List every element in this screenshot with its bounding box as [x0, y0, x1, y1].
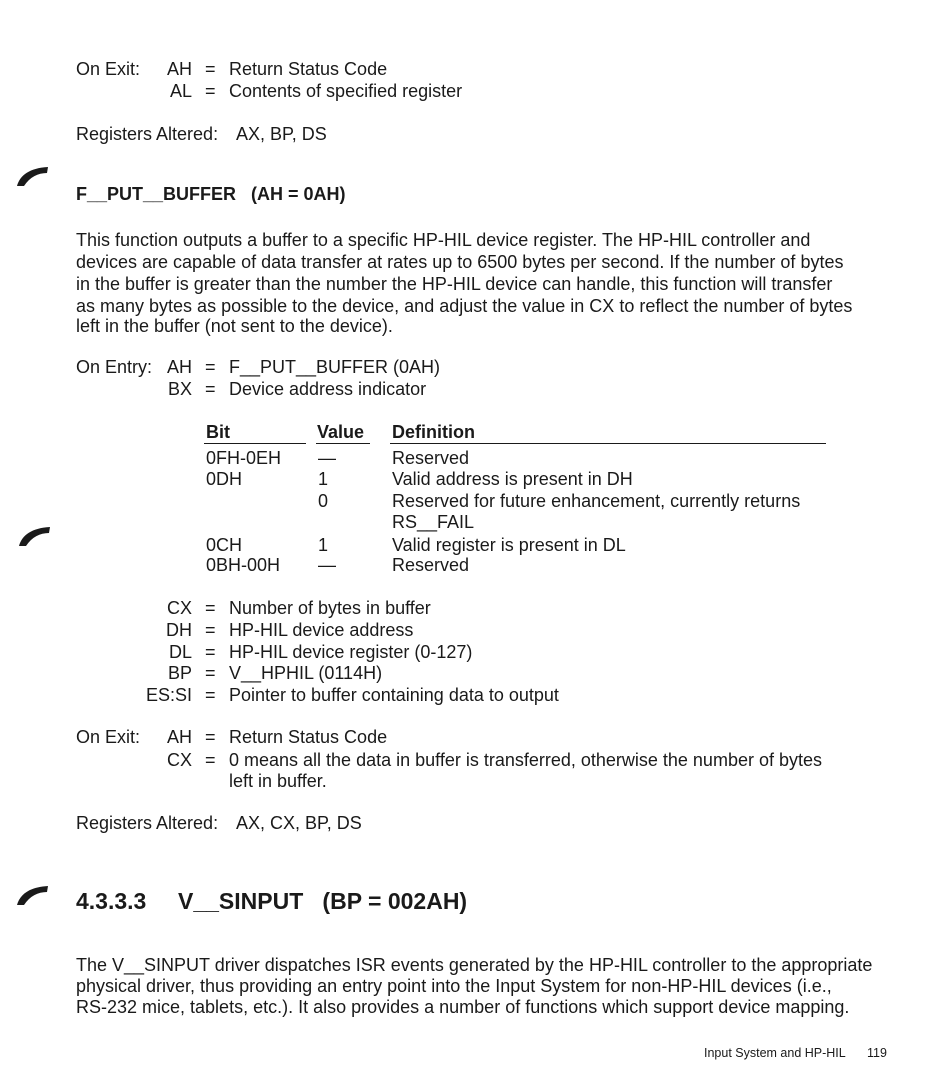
header-underline: [390, 443, 826, 444]
register-name: DL: [168, 642, 192, 662]
table-cell-definition: RS__FAIL: [392, 512, 475, 532]
table-cell-bit: 0FH-0EH: [206, 448, 282, 468]
paragraph-line: devices are capable of data transfer at rates up to 6500 bytes per second. If the number of bytes: [76, 252, 844, 272]
table-cell-definition: Valid register is present in DL: [392, 535, 626, 555]
register-name: AH: [166, 357, 192, 377]
table-cell-definition: Valid address is present in DH: [392, 469, 633, 489]
table-cell-bit: 0BH-00H: [206, 555, 281, 575]
table-cell-value: 1: [318, 469, 329, 489]
register-description: Pointer to buffer containing data to output: [229, 685, 559, 705]
header-underline: [204, 443, 306, 444]
registers-altered-label: Registers Altered:: [76, 813, 219, 833]
register-name: BP: [167, 663, 192, 683]
register-description: Device address indicator: [229, 379, 427, 399]
register-name: AL: [169, 81, 192, 101]
table-cell-definition: Reserved for future enhancement, currently returns: [392, 491, 801, 511]
register-name: ES:SI: [145, 685, 192, 705]
table-header-definition: Definition: [392, 422, 475, 442]
on-exit-label: On Exit:: [76, 727, 141, 747]
register-description: Contents of specified register: [229, 81, 463, 101]
registers-altered-label: Registers Altered:: [76, 124, 219, 144]
table-cell-value: —: [318, 448, 336, 468]
change-bar-mark-icon: [18, 525, 52, 547]
register-description-continued: left in buffer.: [229, 771, 327, 791]
change-bar-mark-icon: [16, 165, 50, 187]
equals-sign: =: [205, 620, 216, 640]
page-number: 119: [867, 1046, 887, 1060]
table-cell-value: 1: [318, 535, 329, 555]
equals-sign: =: [205, 727, 216, 747]
table-header-bit: Bit: [206, 422, 230, 442]
section-number: 4.3.3.3: [76, 888, 147, 914]
register-description: Return Status Code: [229, 727, 388, 747]
register-description: HP-HIL device address: [229, 620, 414, 640]
paragraph-line: RS-232 mice, tablets, etc.). It also provides a number of functions which support device mapping.: [76, 997, 850, 1017]
register-name: CX: [166, 750, 192, 770]
register-name: AH: [166, 727, 192, 747]
register-name: DH: [166, 620, 192, 640]
register-description: HP-HIL device register (0-127): [229, 642, 473, 662]
table-cell-value: —: [318, 555, 336, 575]
equals-sign: =: [205, 685, 216, 705]
equals-sign: =: [205, 750, 216, 770]
table-cell-definition: Reserved: [392, 448, 470, 468]
paragraph-line: This function outputs a buffer to a specific HP-HIL device register. The HP-HIL controller and: [76, 230, 811, 250]
register-description: Number of bytes in buffer: [229, 598, 431, 618]
register-name: BX: [167, 379, 192, 399]
register-name: AH: [166, 59, 192, 79]
change-bar-mark-icon: [16, 884, 50, 906]
registers-altered-value: AX, CX, BP, DS: [236, 813, 362, 833]
paragraph-line: The V__SINPUT driver dispatches ISR events generated by the HP-HIL controller to the appropriate: [76, 955, 873, 975]
table-cell-bit: 0CH: [206, 535, 243, 555]
equals-sign: =: [205, 642, 216, 662]
register-description: 0 means all the data in buffer is transferred, otherwise the number of bytes: [229, 750, 822, 770]
table-cell-value: 0: [318, 491, 329, 511]
on-exit-label: On Exit:: [76, 59, 141, 79]
equals-sign: =: [205, 598, 216, 618]
footer-title: Input System and HP-HIL: [704, 1046, 846, 1060]
equals-sign: =: [205, 663, 216, 683]
table-header-value: Value: [317, 422, 365, 442]
equals-sign: =: [205, 357, 216, 377]
paragraph-line: as many bytes as possible to the device, and adjust the value in CX to reflect the number of bytes: [76, 296, 853, 316]
register-description: F__PUT__BUFFER (0AH): [229, 357, 441, 377]
paragraph-line: left in the buffer (not sent to the device).: [76, 316, 393, 336]
on-entry-label: On Entry:: [76, 357, 153, 377]
table-cell-bit: 0DH: [206, 469, 243, 489]
paragraph-line: in the buffer is greater than the number the HP-HIL device can handle, this function will transfer: [76, 274, 833, 294]
section-title: V__SINPUT (BP = 002AH): [178, 888, 468, 914]
equals-sign: =: [205, 81, 216, 101]
equals-sign: =: [205, 379, 216, 399]
table-cell-definition: Reserved: [392, 555, 470, 575]
header-underline: [316, 443, 370, 444]
register-description: Return Status Code: [229, 59, 388, 79]
register-description: V__HPHIL (0114H): [229, 663, 383, 683]
register-name: CX: [166, 598, 192, 618]
equals-sign: =: [205, 59, 216, 79]
paragraph-line: physical driver, thus providing an entry point into the Input System for non-HP-HIL devices (i.e.,: [76, 976, 832, 996]
registers-altered-value: AX, BP, DS: [236, 124, 327, 144]
function-heading: F__PUT__BUFFER (AH = 0AH): [76, 184, 346, 204]
